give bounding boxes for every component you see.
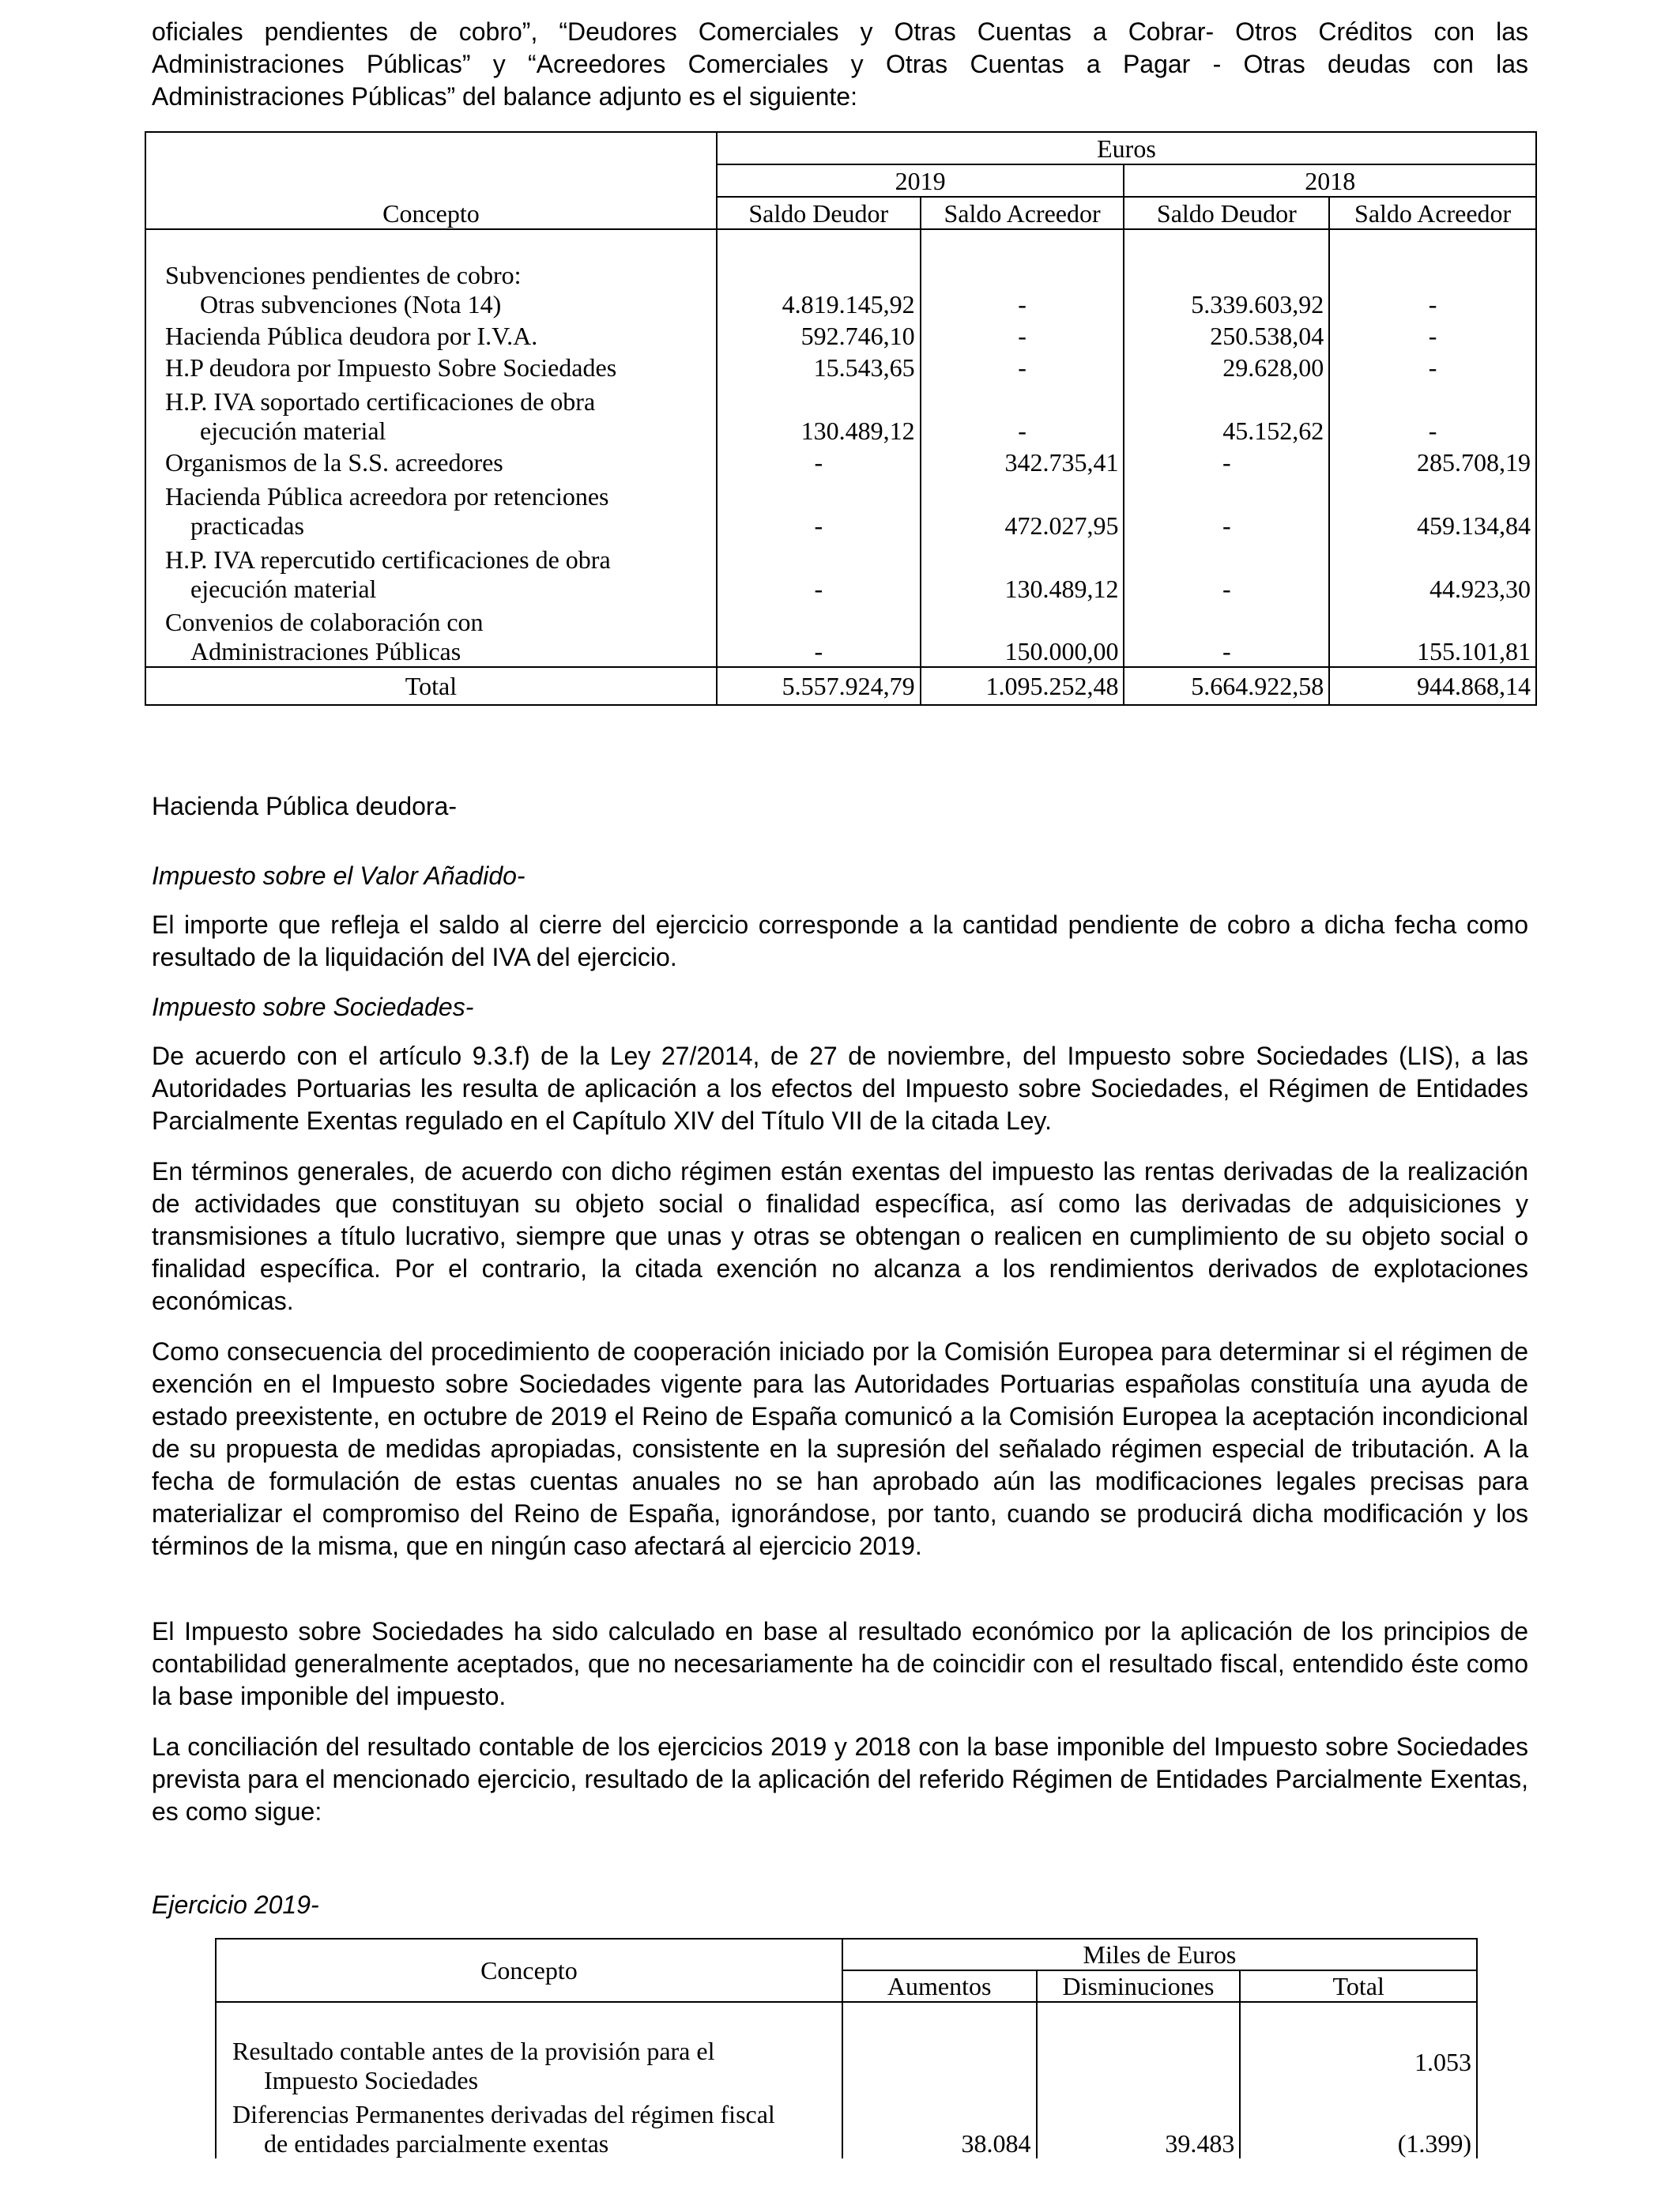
cell-acreedor-2018: - — [1329, 383, 1536, 446]
cell-aumentos — [842, 2029, 1037, 2095]
cell-deudor-2018: - — [1124, 604, 1329, 667]
cell-deudor-2018: 45.152,62 — [1124, 383, 1329, 446]
section-title: Hacienda Pública deudora- — [152, 792, 458, 820]
cell-acreedor-2019: - — [921, 319, 1124, 351]
total-deudor-2018: 5.664.922,58 — [1124, 667, 1329, 705]
intro-line: Administraciones Públicas” del balance adjunto es el siguiente: — [152, 82, 857, 111]
cell-total: 1.053 — [1240, 2029, 1477, 2095]
total-row — [145, 667, 1536, 705]
table-row — [216, 2029, 1477, 2095]
cell-acreedor-2019: - — [921, 383, 1124, 446]
table-row — [145, 319, 1536, 351]
cell-acreedor-2019: 150.000,00 — [921, 604, 1124, 667]
cell-deudor-2019: 4.819.145,92 — [717, 256, 921, 319]
cell-acreedor-2019: 130.489,12 — [921, 541, 1124, 604]
row-label — [145, 477, 717, 541]
table-row — [145, 256, 1536, 319]
cell-deudor-2019: - — [717, 604, 921, 667]
cell-deudor-2018: - — [1124, 446, 1329, 477]
header-euros: Euros — [717, 132, 1536, 164]
cell-deudor-2018: 250.538,04 — [1124, 319, 1329, 351]
table-row — [145, 477, 1536, 541]
row-label: Organismos de la S.S. acreedores — [145, 446, 717, 477]
total-deudor-2019: 5.557.924,79 — [717, 667, 921, 705]
total-acreedor-2019: 1.095.252,48 — [921, 667, 1124, 705]
cell-deudor-2019: - — [717, 477, 921, 541]
table-row — [145, 604, 1536, 667]
row-label-line: Impuesto Sociedades — [264, 2066, 479, 2094]
cell-disminuciones — [1037, 2029, 1241, 2095]
table-row — [145, 351, 1536, 383]
total-label: Total — [145, 667, 717, 705]
row-label — [216, 2029, 842, 2095]
is-title: Impuesto sobre Sociedades- — [152, 993, 474, 1021]
cell-acreedor-2018: - — [1329, 319, 1536, 351]
header-year-2018: 2018 — [1124, 164, 1536, 197]
row-label-line: Resultado contable antes de la provisión para el — [232, 2037, 715, 2065]
header-saldo-deudor-2018: Saldo Deudor — [1124, 197, 1329, 229]
body-paragraph: Como consecuencia del procedimiento de cooperación iniciado por la Comisión Europea para determinar si el régimen de exención en el Impuesto sobre Sociedades vigente para las Autoridades Portuarias españolas constituía una ayuda de estado preexistente, en octubre de 2019 el Reino de España comunicó a la Comisión Europea la aceptación incondicional de su propuesta de medidas apropiadas, consistente en la supresión del señalado régimen especial de tributación. A la fecha de formulación de estas cuentas anuales no se han aprobado aún las modificaciones legales precisas para materializar el compromiso del Reino de España, ignorándose, por tanto, cuando se producirá dicha modificación y los términos de la misma, que en ningún caso afectará al ejercicio 2019. — [152, 1337, 1528, 1560]
row-label-line: Subvenciones pendientes de cobro: — [165, 261, 522, 289]
cell-deudor-2019: - — [717, 446, 921, 477]
iva-paragraph: El importe que refleja el saldo al cierre del ejercicio corresponde a la cantidad pendiente de cobro a dicha fecha como resultado de la liquidación del IVA del ejercicio. — [152, 910, 1528, 971]
cell-deudor-2018: 5.339.603,92 — [1124, 256, 1329, 319]
row-label-line: practicadas — [190, 511, 304, 540]
header-miles-euros: Miles de Euros — [842, 1939, 1477, 1970]
header-concepto: Concepto — [145, 132, 717, 229]
row-label — [145, 541, 717, 604]
cell-deudor-2018: 29.628,00 — [1124, 351, 1329, 383]
cell-acreedor-2019: 342.735,41 — [921, 446, 1124, 477]
row-label-line: Otras subvenciones (Nota 14) — [200, 290, 502, 319]
row-label — [145, 256, 717, 319]
header-aumentos: Aumentos — [842, 1970, 1037, 2002]
row-label-line: Administraciones Públicas — [190, 637, 461, 665]
body-paragraph: El Impuesto sobre Sociedades ha sido calculado en base al resultado económico por la aplicación de los principios de contabilidad generalmente aceptados, que no necesariamente ha de coincidir con el resultado fiscal, entendido éste como la base imponible del impuesto. — [152, 1617, 1528, 1710]
conciliation-table — [215, 1938, 1478, 2158]
table-row — [145, 541, 1536, 604]
cell-deudor-2019: 130.489,12 — [717, 383, 921, 446]
cell-acreedor-2019: - — [921, 256, 1124, 319]
row-label: H.P deudora por Impuesto Sobre Sociedades — [145, 351, 717, 383]
row-label-line: de entidades parcialmente exentas — [264, 2129, 609, 2158]
header-disminuciones: Disminuciones — [1037, 1970, 1241, 2002]
cell-acreedor-2019: - — [921, 351, 1124, 383]
cell-aumentos: 38.084 — [842, 2095, 1037, 2158]
cell-acreedor-2018: - — [1329, 256, 1536, 319]
cell-acreedor-2018: 155.101,81 — [1329, 604, 1536, 667]
body-paragraph: De acuerdo con el artículo 9.3.f) de la Ley 27/2014, de 27 de noviembre, del Impuesto sobre Sociedades (LIS), a las Autoridades Portuarias les resulta de aplicación a los efectos del Impuesto sobre Sociedades, el Régimen de Entidades Parcialmente Exentas regulado en el Capítulo XIV del Título VII de la citada Ley. — [152, 1042, 1528, 1135]
cell-acreedor-2018: 44.923,30 — [1329, 541, 1536, 604]
header-saldo-deudor-2019: Saldo Deudor — [717, 197, 921, 229]
iva-title: Impuesto sobre el Valor Añadido- — [152, 861, 525, 890]
row-label — [145, 383, 717, 446]
table-row — [145, 383, 1536, 446]
body-paragraph: En términos generales, de acuerdo con dicho régimen están exentas del impuesto las rentas derivadas de la realización de actividades que constituyan su objeto social o finalidad específica, así como las derivadas de adquisiciones y transmisiones a título lucrativo, siempre que unas y otras se obtengan o realicen en cumplimiento de su objeto social o finalidad específica. Por el contrario, la citada exención no alcanza a los rendimientos derivados de explotaciones económicas. — [152, 1157, 1528, 1315]
cell-acreedor-2018: - — [1329, 351, 1536, 383]
cell-acreedor-2018: 459.134,84 — [1329, 477, 1536, 541]
row-label-line: ejecución material — [200, 417, 386, 445]
cell-acreedor-2019: 472.027,95 — [921, 477, 1124, 541]
row-label-line: ejecución material — [190, 575, 377, 603]
row-label — [145, 604, 717, 667]
table-row — [145, 446, 1536, 477]
row-label-line: Hacienda Pública acreedora por retenciones — [165, 482, 609, 511]
intro-line: Administraciones Públicas” y “Acreedores Comerciales y Otras Cuentas a Pagar - Otras deudas con las — [152, 50, 1528, 78]
row-label-line: H.P. IVA repercutido certificaciones de obra — [165, 545, 611, 574]
cell-deudor-2019: - — [717, 541, 921, 604]
header-saldo-acreedor-2019: Saldo Acreedor — [921, 197, 1124, 229]
row-label-line: Convenios de colaboración con — [165, 608, 484, 636]
row-label — [216, 2095, 842, 2158]
ejercicio-title: Ejercicio 2019- — [152, 1891, 319, 1919]
row-label-line: H.P. IVA soportado certificaciones de obra — [165, 387, 596, 416]
row-label-line: Diferencias Permanentes derivadas del régimen fiscal — [232, 2100, 775, 2128]
balance-table — [145, 131, 1537, 706]
header-saldo-acreedor-2018: Saldo Acreedor — [1329, 197, 1536, 229]
header-concepto: Concepto — [216, 1939, 842, 2002]
cell-acreedor-2018: 285.708,19 — [1329, 446, 1536, 477]
intro-line: oficiales pendientes de cobro”, “Deudores Comerciales y Otras Cuentas a Cobrar- Otros Créditos con las — [152, 17, 1528, 46]
cell-deudor-2018: - — [1124, 477, 1329, 541]
total-acreedor-2018: 944.868,14 — [1329, 667, 1536, 705]
cell-deudor-2018: - — [1124, 541, 1329, 604]
header-year-2019: 2019 — [717, 164, 1124, 197]
table-row — [216, 2095, 1477, 2158]
cell-disminuciones: 39.483 — [1037, 2095, 1241, 2158]
cell-deudor-2019: 592.746,10 — [717, 319, 921, 351]
row-label: Hacienda Pública deudora por I.V.A. — [145, 319, 717, 351]
cell-deudor-2019: 15.543,65 — [717, 351, 921, 383]
body-paragraph: La conciliación del resultado contable de los ejercicios 2019 y 2018 con la base imponible del Impuesto sobre Sociedades prevista para el mencionado ejercicio, resultado de la aplicación del referido Régimen de Entidades Parcialmente Exentas, es como sigue: — [152, 1732, 1528, 1826]
header-total: Total — [1240, 1970, 1477, 2002]
cell-total: (1.399) — [1240, 2095, 1477, 2158]
